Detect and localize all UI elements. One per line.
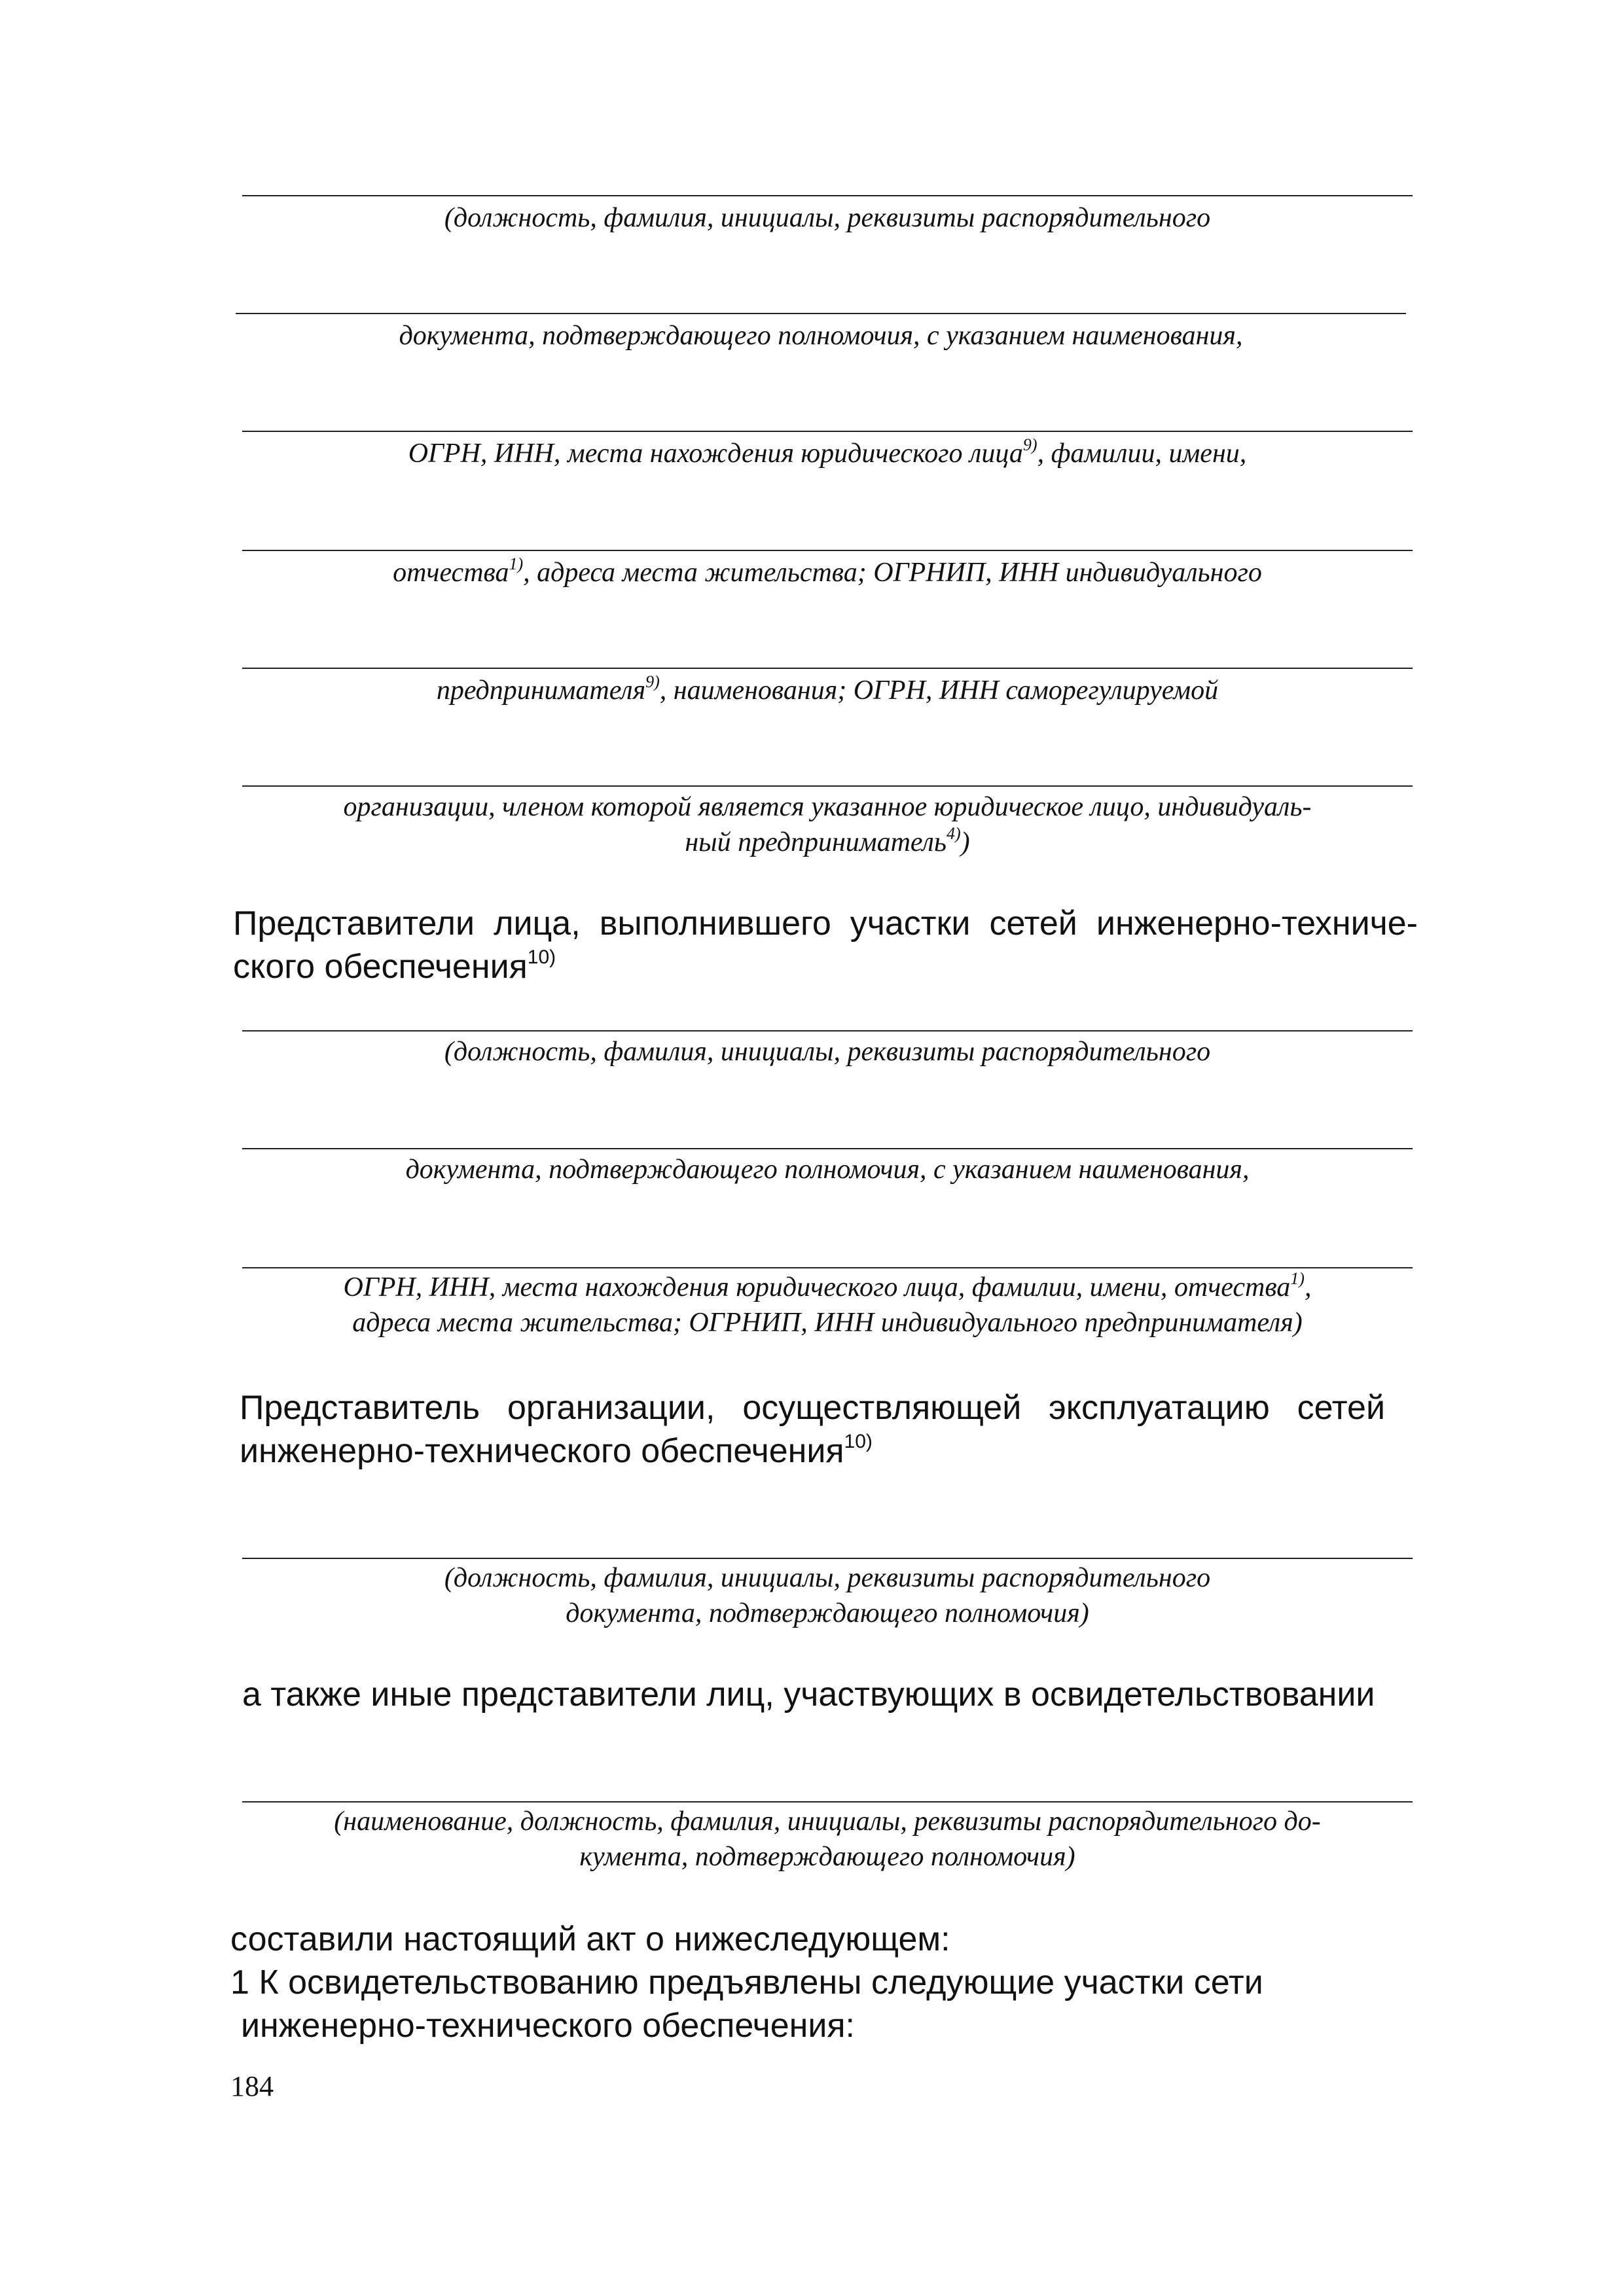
signature-line-10 [242, 1558, 1413, 1559]
section-heading-2-line-2: инженерно-технического обеспечения$^{10)}$ [240, 1431, 873, 1470]
signature-line-5 [242, 668, 1413, 669]
signature-line-8 [242, 1148, 1413, 1149]
caption-1-line-7: ный предприниматель$^{4)}$) [685, 824, 970, 857]
signature-line-2 [236, 313, 1406, 314]
signature-line-7 [242, 1030, 1413, 1031]
caption-3-line-1: (должность, фамилия, инициалы, реквизиты распорядительного [444, 1563, 1211, 1593]
signature-line-3 [242, 431, 1413, 432]
caption-2-line-2: документа, подтверждающего полномочия, с указанием наименования, [405, 1155, 1250, 1185]
signature-line-1 [242, 195, 1413, 196]
caption-4-line-1: (наименование, должность, фамилия, инициалы, реквизиты распорядительного до- [334, 1806, 1321, 1837]
signature-line-4 [242, 550, 1413, 551]
caption-2-line-3: ОГРН, ИНН, места нахождения юридического лица, фамилии, имени, отчества$^{1)}$, [343, 1269, 1312, 1302]
page-number: 184 [230, 2070, 274, 2102]
caption-3-line-2: документа, подтверждающего полномочия) [566, 1598, 1089, 1628]
closing-line-3: инженерно-технического обеспечения: [241, 2007, 855, 2045]
section-heading-1-line-2: ского обеспечения$^{10)}$ [233, 946, 556, 986]
signature-line-9 [242, 1267, 1413, 1268]
caption-1-line-2: документа, подтверждающего полномочия, с указанием наименования, [399, 321, 1243, 351]
caption-1-line-3: ОГРН, ИНН, места нахождения юридического лица$^{9)}$, фамилии, имени, [408, 435, 1247, 469]
caption-1-line-5: предпринимателя$^{9)}$, наименования; ОГРН, ИНН саморегулируемой [436, 672, 1219, 706]
caption-2-line-1: (должность, фамилия, инициалы, реквизиты распорядительного [444, 1037, 1211, 1067]
signature-line-6 [242, 785, 1413, 787]
section-heading-3: а также иные представители лиц, участвующих в освидетельствовании [242, 1676, 1375, 1713]
section-heading-2-line-1: Представитель организации, осуществляющей эксплуатацию сетей [240, 1389, 1385, 1427]
caption-4-line-2: кумента, подтверждающего полномочия) [579, 1842, 1075, 1872]
section-heading-1-line-1: Представители лица, выполнившего участки сетей инженерно-техниче- [233, 905, 1418, 942]
closing-line-1: составили настоящий акт о нижеследующем: [230, 1920, 950, 1958]
caption-1-line-4: отчества$^{1)}$, адреса места жительства; ОГРНИП, ИНН индивидуального [393, 554, 1262, 588]
caption-1-line-6: организации, членом которой является указанное юридическое лицо, индивидуаль- [343, 792, 1312, 822]
caption-1-line-1: (должность, фамилия, инициалы, реквизиты распорядительного [444, 203, 1211, 233]
caption-2-line-4: адреса места жительства; ОГРНИП, ИНН индивидуального предпринимателя) [352, 1308, 1303, 1338]
closing-line-2: 1 К освидетельствованию предъявлены следующие участки сети [230, 1964, 1263, 2001]
signature-line-11 [242, 1801, 1413, 1803]
